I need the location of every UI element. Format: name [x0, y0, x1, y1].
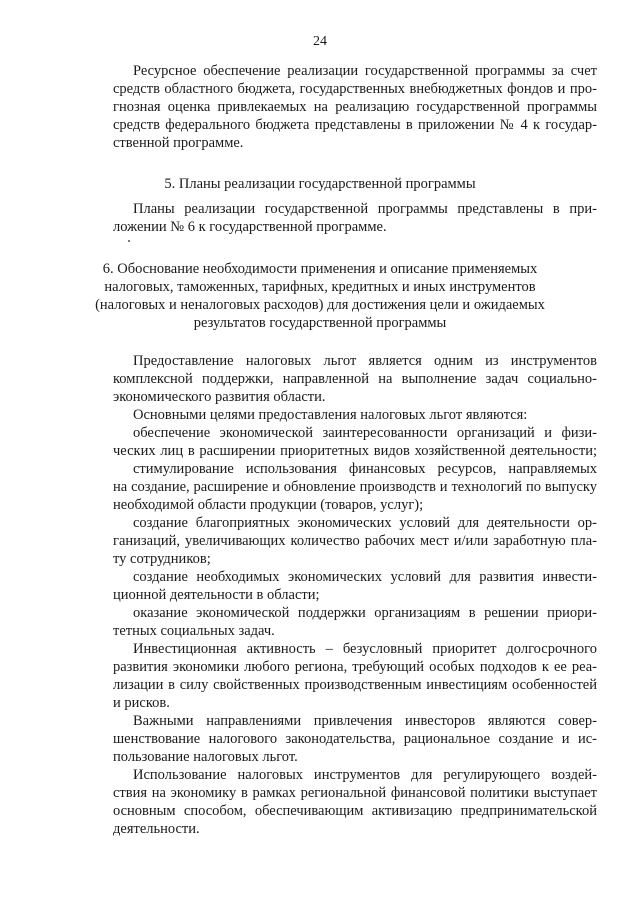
section-6-line: необходимой области продукции (товаров, услуг); — [113, 497, 424, 513]
section-6-line: Использование налоговых инструментов для регулирующего воздей- — [133, 767, 597, 783]
section-6-line: Основными целями предоставления налоговых льгот являются: — [133, 407, 528, 423]
intro-line: Ресурсное обеспечение реализации государственной программы за счет — [133, 63, 597, 79]
section-5-line: Планы реализации государственной программы представлены в при- — [133, 201, 597, 217]
section-6-heading-line: налоговых, таможенных, тарифных, кредитных и иных инструментов — [104, 279, 536, 295]
section-6-line: развития экономики любого региона, требующий особых подходов к ее реа- — [113, 659, 597, 675]
section-6-line: ствия на экономику в рамках региональной финансовой политики выступает — [113, 785, 597, 801]
section-6-line: основным способом, обеспечивающим активизацию предпринимательской — [113, 803, 597, 819]
section-6-heading-line: результатов государственной программы — [193, 315, 447, 331]
section-6-line: экономического развития области. — [113, 389, 326, 405]
section-6-line: обеспечение экономической заинтересованности организаций и физи- — [133, 425, 597, 441]
section-6-line: оказание экономической поддержки организациям в решении приори- — [133, 605, 597, 621]
section-6-line: деятельности. — [113, 821, 200, 837]
section-6-line: Важными направлениями привлечения инвесторов являются совер- — [133, 713, 597, 729]
section-6-line: на создание, расширение и обновление производств и технологий по выпуску — [113, 479, 597, 495]
section-6-line: ганизаций, увеличивающих количество рабочих мест и/или заработную пла- — [113, 533, 597, 549]
section-6-line: шенствование налогового законодательства, рациональное создание и ис- — [113, 731, 597, 747]
intro-line: средств федерального бюджета представлены в приложении № 4 к государ- — [113, 117, 597, 133]
section-6-line: ционной деятельности в области; — [113, 587, 320, 603]
page-number: 24 — [313, 34, 327, 49]
section-6-line: Инвестиционная активность – безусловный приоритет долгосрочного — [133, 641, 597, 657]
section-6-line: создание благоприятных экономических условий для деятельности ор- — [133, 515, 597, 531]
intro-line: средств областного бюджета, государственных внебюджетных фондов и про- — [113, 81, 597, 97]
intro-line: ственной программе. — [113, 135, 244, 151]
section-6-line: ческих лиц в расширении приоритетных видов хозяйственной деятельности; — [113, 443, 597, 459]
intro-line: гнозная оценка привлекаемых на реализацию государственной программы — [113, 99, 597, 115]
section-6-line: и рисков. — [113, 695, 170, 711]
section-6-line: ту сотрудников; — [113, 551, 211, 567]
scan-speck — [128, 240, 130, 242]
section-6-line: стимулирование использования финансовых ресурсов, направляемых — [133, 461, 597, 477]
section-5-line: ложении № 6 к государственной программе. — [113, 219, 387, 235]
section-6-line: лизации в силу свойственных производственным инвестициям особенностей — [113, 677, 597, 693]
section-6-line: комплексной поддержки, направленной на выполнение задач социально- — [113, 371, 597, 387]
section-6-line: тетных социальных задач. — [113, 623, 275, 639]
section-6-line: создание необходимых экономических условий для развития инвести- — [133, 569, 597, 585]
section-5-heading: 5. Планы реализации государственной программы — [164, 176, 476, 192]
section-6-heading-line: 6. Обоснование необходимости применения и описание применяемых — [102, 261, 538, 277]
section-6-line: пользование налоговых льгот. — [113, 749, 298, 765]
section-6-heading-line: (налоговых и неналоговых расходов) для достижения цели и ожидаемых — [95, 297, 545, 313]
section-6-line: Предоставление налоговых льгот является одним из инструментов — [133, 353, 597, 369]
